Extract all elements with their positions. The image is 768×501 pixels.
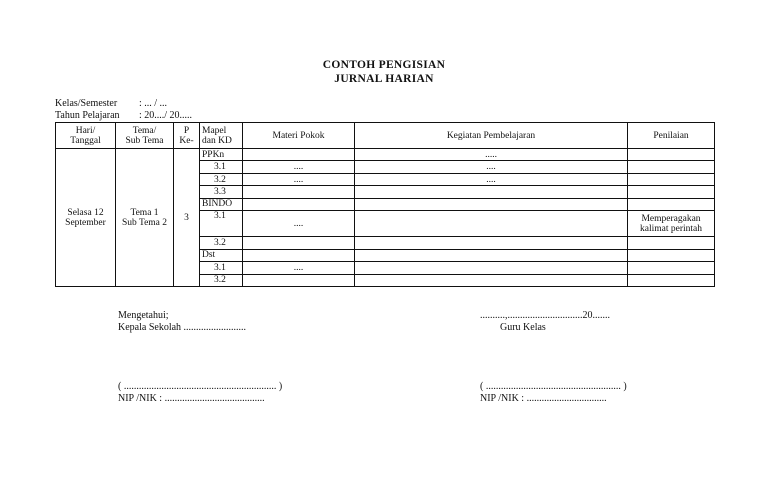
- sig-left-line1: Mengetahui;: [118, 310, 169, 321]
- cell-penilaian: [628, 262, 715, 274]
- cell-penilaian: [628, 161, 715, 173]
- cell-mapel: 3.2: [200, 237, 243, 249]
- meta-tahun-label: Tahun Pelajaran: [55, 110, 120, 121]
- cell-kegiatan: .....: [355, 149, 628, 161]
- cell-hari-value: Selasa 12 September: [56, 149, 116, 287]
- cell-materi: [243, 186, 355, 198]
- header-mapel: Mapel dan KD: [200, 123, 243, 149]
- cell-mapel: BINDO: [200, 198, 243, 210]
- meta-kelas: [55, 98, 167, 110]
- cell-kegiatan: [355, 262, 628, 274]
- header-hari: Hari/ Tanggal: [56, 123, 116, 149]
- cell-kegiatan: [355, 186, 628, 198]
- cell-materi: [243, 274, 355, 287]
- journal-table: [55, 122, 715, 287]
- cell-penilaian: [628, 186, 715, 198]
- cell-mapel: 3.2: [200, 173, 243, 185]
- table-row: [56, 149, 715, 161]
- sig-left-nip: NIP /NIK : ........................................: [118, 393, 265, 404]
- cell-mapel: 3.1: [200, 262, 243, 274]
- cell-mapel: 3.1: [200, 161, 243, 173]
- cell-penilaian: [628, 237, 715, 249]
- cell-mapel: 3.3: [200, 186, 243, 198]
- cell-kegiatan: [355, 249, 628, 261]
- sig-right-line2: Guru Kelas: [500, 322, 546, 333]
- meta-kelas-label: Kelas/Semester: [55, 98, 118, 109]
- header-materi: Materi Pokok: [243, 123, 355, 149]
- cell-mapel: 3.2: [200, 274, 243, 287]
- meta-tahun-value: : 20..../ 20.....: [139, 110, 193, 121]
- sig-right-nip: NIP /NIK : ................................: [480, 393, 607, 404]
- cell-materi: ....: [243, 262, 355, 274]
- sig-right-name: ( ...................................................... ): [480, 381, 627, 392]
- cell-kegiatan: [355, 198, 628, 210]
- cell-penilaian: [628, 149, 715, 161]
- meta-kelas-value: : ... / ...: [139, 98, 168, 109]
- cell-materi: [243, 149, 355, 161]
- header-tema: Tema/ Sub Tema: [116, 123, 174, 149]
- cell-penilaian: Memperagakan kalimat perintah: [628, 211, 715, 237]
- document-title-line2: JURNAL HARIAN: [334, 73, 434, 85]
- header-pke: P Ke-: [174, 123, 200, 149]
- header-kegiatan: Kegiatan Pembelajaran: [355, 123, 628, 149]
- cell-penilaian: [628, 274, 715, 287]
- cell-kegiatan: [355, 211, 628, 237]
- cell-materi: ....: [243, 161, 355, 173]
- sig-left-line2: Kepala Sekolah .........................: [118, 322, 247, 333]
- cell-pke-value: 3: [174, 149, 200, 287]
- cell-materi: ....: [243, 173, 355, 185]
- cell-kegiatan: [355, 274, 628, 287]
- cell-materi: [243, 249, 355, 261]
- cell-materi: ....: [243, 211, 355, 237]
- meta-tahun: [55, 110, 192, 122]
- cell-mapel: Dst: [200, 249, 243, 261]
- table-header-row: [56, 123, 715, 149]
- cell-kegiatan: ....: [355, 161, 628, 173]
- header-penilaian: Penilaian: [628, 123, 715, 149]
- cell-penilaian: [628, 249, 715, 261]
- cell-penilaian: [628, 198, 715, 210]
- cell-kegiatan: ....: [355, 173, 628, 185]
- sig-right-line1: ..........,..............................20.......: [480, 310, 610, 321]
- cell-materi: [243, 237, 355, 249]
- cell-kegiatan: [355, 237, 628, 249]
- cell-mapel: 3.1: [200, 211, 243, 237]
- cell-penilaian: [628, 173, 715, 185]
- cell-mapel: PPKn: [200, 149, 243, 161]
- document-title-line1: CONTOH PENGISIAN: [322, 59, 446, 71]
- sig-left-name: ( ............................................................. ): [118, 381, 283, 392]
- cell-materi: [243, 198, 355, 210]
- cell-tema-value: Tema 1 Sub Tema 2: [116, 149, 174, 287]
